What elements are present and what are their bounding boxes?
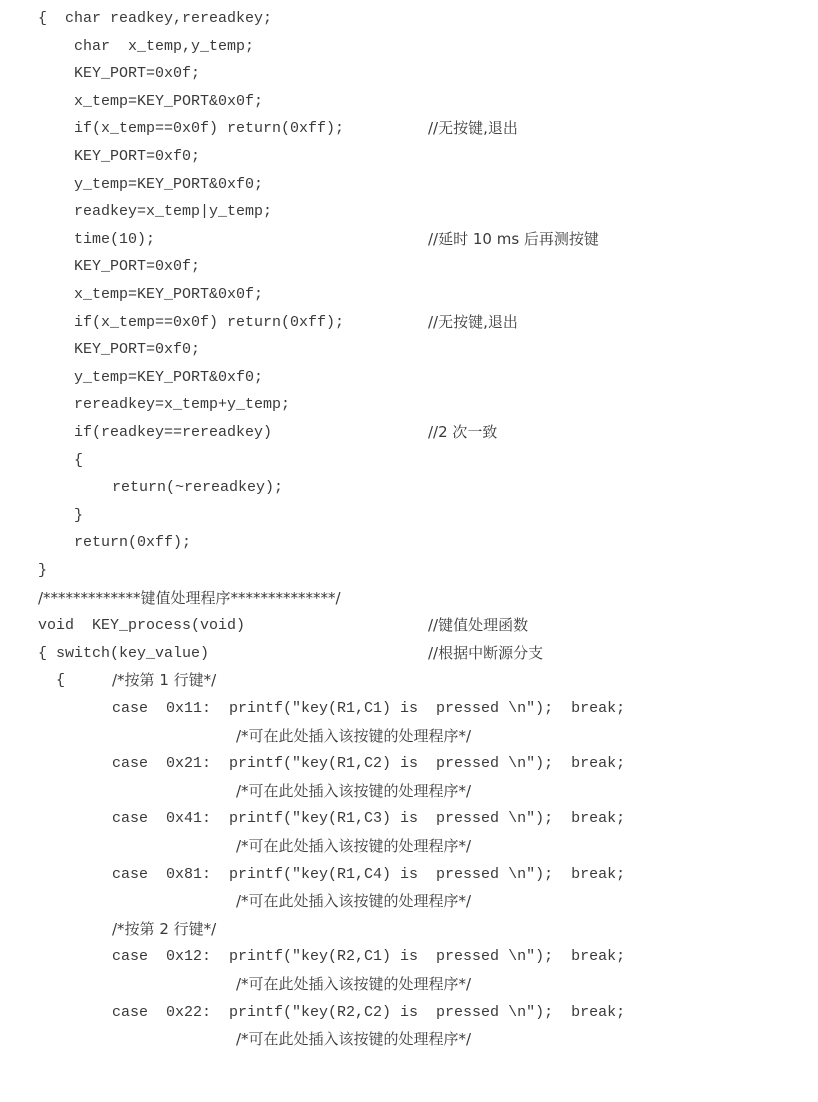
code-text: time(10); — [74, 230, 156, 248]
code-text: char x_temp,y_temp; — [74, 37, 255, 55]
code-line — [0, 861, 818, 889]
code-text: { — [74, 451, 84, 469]
code-text: { switch(key_value) — [38, 644, 210, 662]
code-line — [0, 916, 818, 944]
code-text: { — [56, 672, 66, 690]
code-text: KEY_PORT=0xf0; — [74, 341, 201, 359]
code-text: case 0x11: printf("key(R1,C1) is pressed \n"); break; — [112, 700, 626, 717]
code-comment: /*可在此处插入该按键的处理程序*/ — [236, 892, 472, 911]
code-line — [0, 585, 818, 613]
code-line — [0, 336, 818, 364]
code-line — [0, 143, 818, 171]
code-text: x_temp=KEY_PORT&0x0f; — [74, 286, 264, 303]
code-line — [0, 640, 818, 668]
code-text: } — [74, 506, 84, 524]
code-line — [0, 171, 818, 199]
code-text: y_temp=KEY_PORT&0xf0; — [74, 175, 264, 193]
code-line — [0, 612, 818, 640]
code-text: return(0xff); — [74, 534, 192, 552]
code-line — [0, 778, 818, 806]
code-comment: //无按键,退出 — [428, 312, 518, 331]
code-line — [0, 281, 818, 309]
code-comment: //2 次一致 — [428, 423, 498, 441]
code-comment: /*************键值处理程序**************/ — [38, 588, 341, 607]
code-line — [0, 419, 818, 447]
code-text: case 0x81: printf("key(R1,C4) is pressed \n"); break; — [112, 865, 626, 883]
code-comment: /*可在此处插入该按键的处理程序*/ — [236, 837, 472, 855]
code-line — [0, 557, 818, 585]
code-text: case 0x21: printf("key(R1,C2) is pressed \n"); break; — [112, 755, 626, 773]
code-text: KEY_PORT=0xf0; — [74, 148, 201, 165]
code-text: case 0x41: printf("key(R1,C3) is pressed \n"); break; — [112, 810, 626, 828]
code-line — [0, 999, 818, 1027]
code-line — [0, 60, 818, 88]
code-comment: /*可在此处插入该按键的处理程序*/ — [236, 1030, 472, 1049]
code-comment: //键值处理函数 — [428, 616, 529, 635]
code-text: if(readkey==rereadkey) — [74, 424, 273, 441]
code-text: case 0x22: printf("key(R2,C2) is pressed \n"); break; — [112, 1003, 626, 1021]
code-line — [0, 502, 818, 530]
code-text: if(x_temp==0x0f) return(0xff); — [74, 313, 345, 331]
code-comment: //无按键,退出 — [428, 119, 518, 138]
code-comment: /*按第 1 行键*/ — [112, 671, 217, 690]
code-text: void KEY_process(void) — [38, 617, 246, 635]
code-text: rereadkey=x_temp+y_temp; — [74, 396, 291, 414]
code-line — [0, 805, 818, 833]
code-line — [0, 667, 818, 695]
code-comment: /*按第 2 行键*/ — [112, 919, 217, 938]
code-line — [0, 226, 818, 254]
code-comment: //延时 10 ms 后再测按键 — [428, 229, 599, 248]
code-line — [0, 750, 818, 778]
code-line — [0, 5, 818, 33]
code-text: y_temp=KEY_PORT&0xf0; — [74, 368, 264, 386]
code-text: KEY_PORT=0x0f; — [74, 65, 201, 83]
code-line — [0, 833, 818, 861]
code-line — [0, 695, 818, 723]
code-comment: /*可在此处插入该按键的处理程序*/ — [236, 781, 472, 800]
code-line — [0, 115, 818, 143]
code-text: readkey=x_temp|y_temp; — [74, 203, 273, 221]
code-comment: /*可在此处插入该按键的处理程序*/ — [236, 975, 472, 993]
code-line — [0, 1026, 818, 1054]
code-line — [0, 253, 818, 281]
code-line — [0, 447, 818, 475]
code-line — [0, 971, 818, 999]
code-text: x_temp=KEY_PORT&0x0f; — [74, 92, 264, 110]
code-line — [0, 888, 818, 916]
code-line — [0, 391, 818, 419]
code-text: return(~rereadkey); — [112, 479, 284, 497]
code-text: case 0x12: printf("key(R2,C1) is pressed \n"); break; — [112, 948, 626, 966]
code-text: if(x_temp==0x0f) return(0xff); — [74, 120, 345, 138]
code-line — [0, 198, 818, 226]
code-line — [0, 33, 818, 61]
code-line — [0, 309, 818, 337]
code-text: } — [38, 562, 48, 579]
code-text: KEY_PORT=0x0f; — [74, 258, 201, 276]
code-comment: /*可在此处插入该按键的处理程序*/ — [236, 726, 472, 745]
code-line — [0, 723, 818, 751]
code-line — [0, 364, 818, 392]
code-text: { char readkey,rereadkey; — [38, 10, 273, 27]
code-line — [0, 474, 818, 502]
code-line — [0, 943, 818, 971]
code-line — [0, 529, 818, 557]
code-line — [0, 88, 818, 116]
code-comment: //根据中断源分支 — [428, 643, 544, 662]
